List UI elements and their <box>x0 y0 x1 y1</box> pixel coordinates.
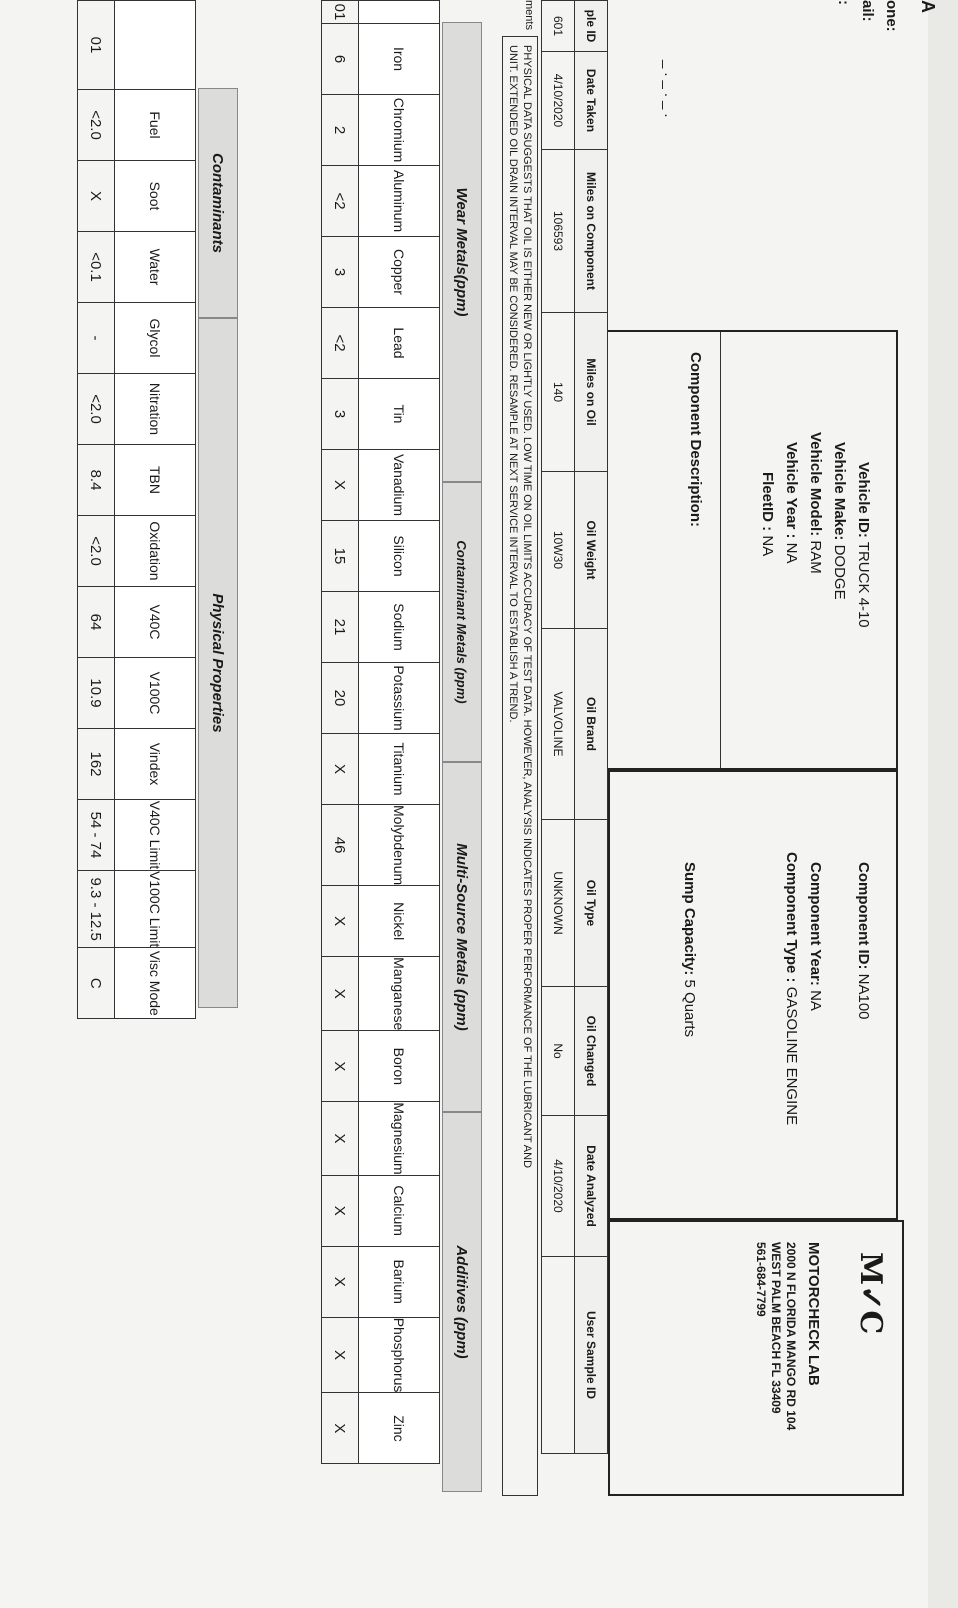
column-name: V40C <box>115 587 196 658</box>
column-name: Calcium <box>359 1175 440 1246</box>
value-cell: 3 <box>322 237 359 308</box>
value-cell: 9.3 - 12.5 <box>78 871 115 948</box>
column-name: V100C <box>115 658 196 729</box>
table-cell: VALVOLINE <box>542 629 575 820</box>
comment-line-2: UNIT. EXTENDED OIL DRAIN INTERVAL MAY BE CONSIDERED. RESAMPLE AT NEXT SERVICE INTERVAL TO ESTABLISH A TREND. <box>507 45 519 723</box>
col-header: Oil Changed <box>575 987 608 1116</box>
component-info-box <box>608 770 898 1220</box>
column-name: Glycol <box>115 303 196 374</box>
sample-info-table <box>541 0 608 1454</box>
value-cell: - <box>78 303 115 374</box>
multi-source-metals-header: Multi-Source Metals (ppm) <box>442 762 482 1112</box>
column-name: Oxidation <box>115 516 196 587</box>
lab-phone: 561-684-7799 <box>754 1242 768 1317</box>
value-cell: <0.1 <box>78 232 115 303</box>
col-header: Miles on Oil <box>575 313 608 472</box>
value-cell: 2 <box>322 95 359 166</box>
table-cell: 4/10/2020 <box>542 1116 575 1257</box>
vehicle-info-box <box>608 330 898 770</box>
table-cell: UNKNOWN <box>542 820 575 987</box>
column-name: Soot <box>115 161 196 232</box>
lab-address-line-2: WEST PALM BEACH FL 33409 <box>769 1242 783 1414</box>
value-cell: X <box>322 1393 359 1464</box>
lab-name: MOTORCHECK LAB <box>805 1242 822 1386</box>
vehicle-make: Vehicle Make: DODGE <box>831 442 848 600</box>
names-row <box>115 1 196 1019</box>
column-name: Nickel <box>359 886 440 957</box>
component-description-label: Component Description: <box>687 352 704 527</box>
column-name: Sodium <box>359 592 440 663</box>
value-cell: C <box>78 948 115 1019</box>
wear-metals-header: Wear Metals(ppm) <box>442 22 482 482</box>
contaminants-header: Contaminants <box>198 88 238 318</box>
value-cell: <2 <box>322 166 359 237</box>
signature-mark: _._._. <box>661 60 678 122</box>
column-name: Molybdenum <box>359 805 440 886</box>
column-name: Boron <box>359 1031 440 1102</box>
col-header: User Sample ID <box>575 1257 608 1454</box>
column-name: Magnesium <box>359 1102 440 1175</box>
comments-label: ments <box>523 0 535 30</box>
col-header: Date Taken <box>575 52 608 150</box>
value-cell: 21 <box>322 592 359 663</box>
column-name: Water <box>115 232 196 303</box>
column-name: Silicon <box>359 521 440 592</box>
table-cell: No <box>542 987 575 1116</box>
table-row <box>542 1 575 1454</box>
comment-line-1: PHYSICAL DATA SUGGESTS THAT OIL IS EITHER NEW OR LIGHTLY USED. LOW TIME ON OIL LIMITS ACCURACY OF TEST DATA. HOWEVER, ANALYSIS INDICATES PROPER PERFORMANCE OF THE LUBRICANT AND <box>521 45 533 1169</box>
column-name: Tin <box>359 379 440 450</box>
value-cell: X <box>322 1175 359 1246</box>
table-cell: 601 <box>542 1 575 52</box>
value-cell: X <box>322 1102 359 1175</box>
column-name: Phosphorus <box>359 1317 440 1393</box>
col-header: ple ID <box>575 1 608 52</box>
value-cell: X <box>322 734 359 805</box>
col-header: Date Analyzed <box>575 1116 608 1257</box>
vehicle-model: Vehicle Model: RAM <box>807 432 824 574</box>
value-cell: <2.0 <box>78 90 115 161</box>
component-type: Component Type : GASOLINE ENGINE <box>783 852 800 1126</box>
column-name: Copper <box>359 237 440 308</box>
row-label: 01 <box>322 1 359 24</box>
row-label-blank <box>115 1 196 90</box>
column-name: V40C Limit <box>115 800 196 871</box>
fleet-id: FleetID : NA <box>759 472 776 557</box>
value-cell: 54 - 74 <box>78 800 115 871</box>
value-cell: 20 <box>322 663 359 734</box>
comments-box <box>502 36 538 1496</box>
additives-header: Additives (ppm) <box>442 1112 482 1492</box>
column-name: Chromium <box>359 95 440 166</box>
lab-address-line-1: 2000 N FLORIDA MANGO RD 104 <box>784 1242 798 1431</box>
vehicle-id: Vehicle ID: TRUCK 4-10 <box>855 462 872 628</box>
table-cell: 106593 <box>542 150 575 313</box>
value-cell: 46 <box>322 805 359 886</box>
value-cell: <2.0 <box>78 516 115 587</box>
value-cell: 6 <box>322 24 359 95</box>
physical-properties-header: Physical Properties <box>198 318 238 1008</box>
divider <box>720 332 721 768</box>
value-cell: X <box>322 450 359 521</box>
contaminant-metals-header: Contaminant Metals (ppm) <box>442 482 482 762</box>
col-header: Miles on Component <box>575 150 608 313</box>
email-label: ail: <box>859 0 876 22</box>
sump-capacity: Sump Capacity: 5 Quarts <box>681 862 698 1038</box>
vehicle-year: Vehicle Year : NA <box>783 442 800 564</box>
column-name: Manganese <box>359 957 440 1031</box>
col-header: Oil Brand <box>575 629 608 820</box>
column-name: Lead <box>359 308 440 379</box>
value-cell: <2.0 <box>78 374 115 445</box>
value-cell: 15 <box>322 521 359 592</box>
phone-label: one: <box>883 0 900 32</box>
col-header: Oil Weight <box>575 472 608 629</box>
table-header-row <box>575 1 608 1454</box>
value-cell: 8.4 <box>78 445 115 516</box>
table-cell: 4/10/2020 <box>542 52 575 150</box>
table-cell <box>542 1257 575 1454</box>
column-name: Zinc <box>359 1393 440 1464</box>
lab-info-box <box>608 1220 904 1496</box>
column-name: Barium <box>359 1246 440 1317</box>
table-cell: 140 <box>542 313 575 472</box>
names-row <box>359 1 440 1464</box>
report-title-fragment: A <box>918 0 938 13</box>
row-label-blank <box>359 1 440 24</box>
column-name: Fuel <box>115 90 196 161</box>
value-cell: X <box>322 886 359 957</box>
value-cell: 64 <box>78 587 115 658</box>
lab-address <box>753 1242 798 1430</box>
value-cell: X <box>322 1246 359 1317</box>
column-name: Nitration <box>115 374 196 445</box>
row-label: 01 <box>78 1 115 90</box>
column-name: Iron <box>359 24 440 95</box>
lab-logo: M✓C <box>853 1252 888 1335</box>
value-cell: X <box>322 1031 359 1102</box>
column-name: V100C Limit <box>115 871 196 948</box>
values-row <box>78 1 115 1019</box>
value-cell: 10.9 <box>78 658 115 729</box>
values-row <box>322 1 359 1464</box>
column-name: Aluminum <box>359 166 440 237</box>
col-header: Oil Type <box>575 820 608 987</box>
value-cell: <2 <box>322 308 359 379</box>
value-cell: 162 <box>78 729 115 800</box>
column-name: Vindex <box>115 729 196 800</box>
component-year: Component Year: NA <box>807 862 824 1011</box>
value-cell: 3 <box>322 379 359 450</box>
metals-table <box>321 0 440 1464</box>
column-name: Titanium <box>359 734 440 805</box>
extra-label: : <box>835 0 852 5</box>
column-name: TBN <box>115 445 196 516</box>
value-cell: X <box>322 957 359 1031</box>
column-name: Potassium <box>359 663 440 734</box>
physical-properties-table <box>77 0 196 1019</box>
value-cell: X <box>322 1317 359 1393</box>
column-name: Vanadium <box>359 450 440 521</box>
column-name: Visc Mode <box>115 948 196 1019</box>
value-cell: X <box>78 161 115 232</box>
table-cell: 10W30 <box>542 472 575 629</box>
component-id: Component ID: NA100 <box>855 862 872 1020</box>
